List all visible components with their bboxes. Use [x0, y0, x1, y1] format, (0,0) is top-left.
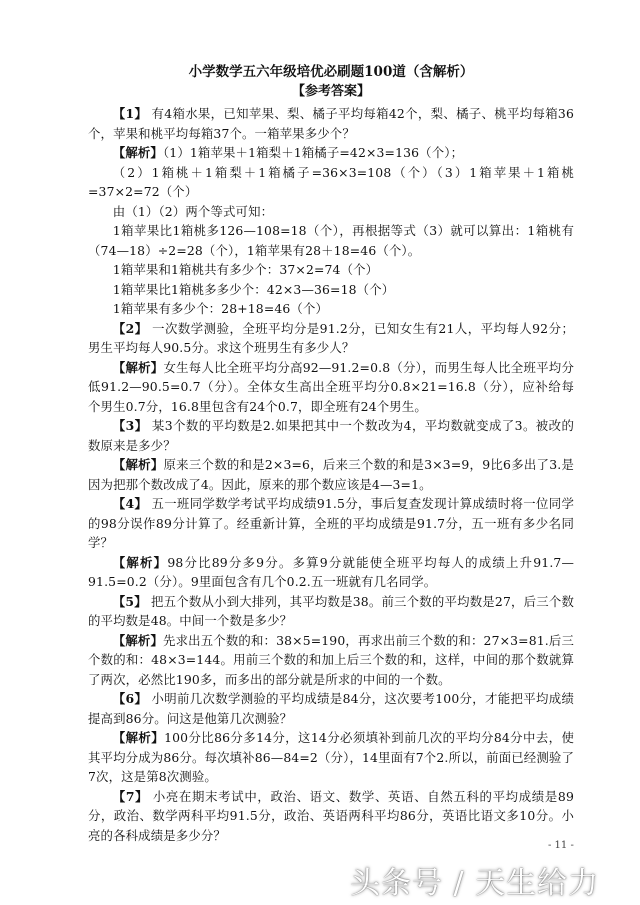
paragraph-text: 100分比86分多14分，这14分必须填补到前几次的平均分84分中去，使其平均分成为86分。每次填补86—84=2（分），14里面有7个2.所以，前面已经测验了7次，这是第8次测验。 [88, 730, 574, 784]
paragraph [88, 163, 574, 202]
paragraph-tag: 【解析】 [112, 457, 164, 472]
paragraph-text: 小亮在期末考试中，政治、语文、数学、英语、自然五科的平均成绩是89分，政治、数学两科平均91.5分，政治、英语两科平均86分，英语比语文多10分。小亮的各科成绩是多少分？ [88, 788, 574, 843]
paragraph [88, 689, 574, 728]
paragraph [88, 202, 574, 222]
paragraph-text: 由（1）（2）两个等式可知： [112, 203, 274, 219]
paragraph-text: （2）1箱桃＋1箱梨＋1箱橘子=36×3=108（个）（3）1箱苹果＋1箱桃=37×2=72（个） [88, 164, 574, 199]
paragraph-text: 某3个数的平均数是2.如果把其中一个数改为4，平均数就变成了3。被改的数原来是多少？ [88, 418, 574, 453]
paragraph-text: 有4箱水果，已知苹果、梨、橘子平均每箱42个，梨、橘子、桃平均每箱36个，苹果和桃平均每箱37个。一箱苹果多少个？ [88, 106, 574, 141]
paragraph-tag: 【5】 [112, 593, 147, 609]
paragraph-tag: 【1】 [112, 106, 148, 121]
paragraph [88, 221, 574, 260]
paragraph [88, 260, 574, 280]
paragraph-text: 原来三个数的和是2×3=6，后来三个数的和是3×3=9，9比6多出了3.是因为把那个数改成了4。因此，原来的那个数应该是4—3=1。 [88, 457, 575, 492]
paragraph [88, 299, 574, 319]
paragraph-text: 女生每人比全班平均分高92—91.2=0.8（分），而男生每人比全班平均分低91.2—90.5=0.7（分）。全体女生高出全班平均分0.8×21=16.8（分），应补给每个男生0.7分，16.8里包含有24个0.7，即全班有24个男生。 [88, 359, 574, 414]
paragraph [88, 553, 574, 592]
document-title: 小学数学五六年级培优必刷题100道（含解析） [188, 64, 474, 80]
paragraph [88, 728, 574, 787]
paragraph-text: （1）1箱苹果＋1箱梨＋1箱橘子=42×3=136（个）； [162, 145, 464, 160]
paragraph-tag: 【解析】 [112, 145, 163, 160]
paragraph [88, 455, 574, 494]
paragraph-text: 先求出五个数的和：38×5=190，再求出前三个数的和：27×3=81.后三个数的和：48×3=144。用前三个数的和加上后三个数的和，这样，中间的那个数就算了两次，必然比190多，而多出的部分就是所求的中间的一个数。 [88, 632, 574, 687]
paragraph [88, 358, 574, 417]
paragraph [88, 592, 574, 631]
paragraph-tag: 【7】 [112, 788, 149, 804]
paragraph-text: 1箱苹果比1箱桃多多少个：42×3—36=18（个） [112, 281, 395, 297]
paragraph-text: 98分比89分多9分。多算9分就能使全班平均每人的成绩上升91.7—91.5=0.2（分）。9里面包含有几个0.2.五一班就有几名同学。 [88, 554, 574, 589]
paragraph-text: 一次数学测验，全班平均分是91.2分，已知女生有21人，平均每人92分；男生平均每人90.5分。求这个班男生有多少人？ [88, 320, 574, 355]
paragraph [88, 319, 574, 358]
paragraph [88, 416, 574, 455]
paragraph-text: 1箱苹果比1箱桃多126—108=18（个），再根据等式（3）就可以算出：1箱桃有（74—18）÷2=28（个），1箱苹果有28＋18=46（个）。 [88, 223, 574, 258]
paragraph [88, 631, 574, 690]
paragraph [88, 787, 574, 846]
paragraph-tag: 【3】 [112, 418, 148, 433]
paragraph-text: 1箱苹果有多少个：28+18=46（个） [112, 301, 329, 316]
paragraph-tag: 【解析】 [112, 730, 165, 745]
paragraph [88, 280, 574, 300]
page-number: - 11 - [548, 840, 574, 851]
watermark-text: 头条号 / 天生给力 [350, 866, 600, 901]
paragraph-tag: 【2】 [112, 320, 148, 336]
paragraph [88, 143, 574, 163]
paragraph-text: 五一班同学数学考试平均成绩91.5分，事后复查发现计算成绩时将一位同学的98分误作89分计算了。经重新计算，全班的平均成绩是91.7分，五一班有多少名同学？ [88, 496, 574, 550]
paragraph [88, 494, 574, 553]
paragraph-text: 把五个数从小到大排列，其平均数是38。前三个数的平均数是27，后三个数的平均数是48。中间一个数是多少？ [88, 593, 575, 628]
paragraph [88, 104, 574, 143]
paragraph-tag: 【解析】 [112, 632, 164, 648]
paragraph-text: 1箱苹果和1箱桃共有多少个：37×2=74（个） [112, 262, 379, 277]
paragraph-text: 小明前几次数学测验的平均成绩是84分，这次要考100分，才能把平均成绩提高到86分。问这是他第几次测验？ [88, 691, 574, 726]
paragraph-list [88, 104, 574, 845]
document-page [88, 62, 574, 845]
paragraph-tag: 【解析】 [112, 359, 164, 375]
document-subtitle: 【参考答案】 [291, 84, 370, 99]
paragraph-tag: 【4】 [112, 496, 148, 511]
paragraph-tag: 【6】 [112, 691, 148, 706]
paragraph-tag: 【解析】 [112, 554, 168, 570]
